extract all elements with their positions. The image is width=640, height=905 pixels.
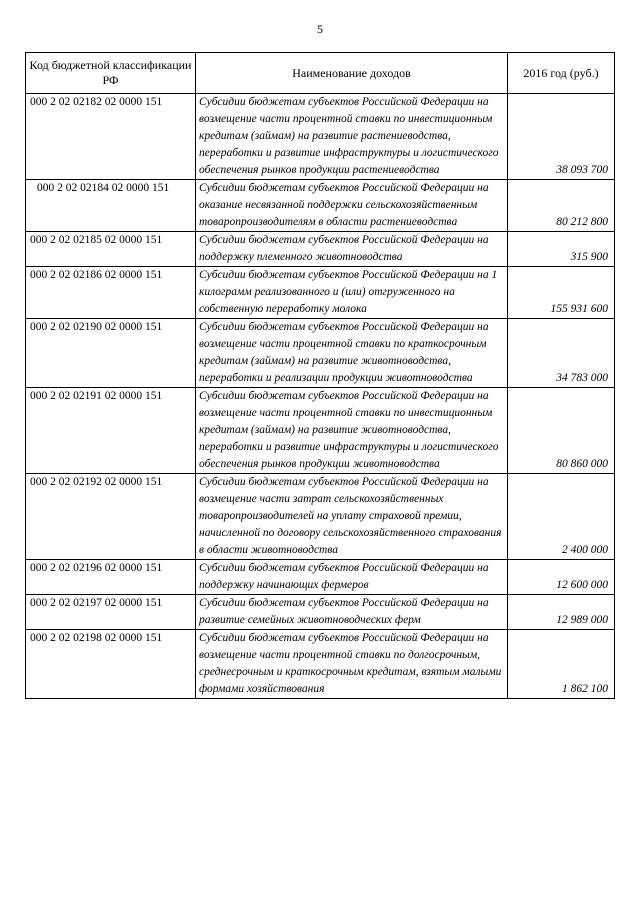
row-name: Субсидии бюджетам субъектов Российской Федерации на возмещение части процентной ставки по долгосрочным, среднесрочным и краткосрочным кредитам, взятым малыми формами хозяйствования xyxy=(196,630,508,699)
row-code: 000 2 02 02198 02 0000 151 xyxy=(26,630,196,699)
row-code: 000 2 02 02190 02 0000 151 xyxy=(26,319,196,388)
row-code: 000 2 02 02192 02 0000 151 xyxy=(26,474,196,560)
revenue-table xyxy=(25,52,615,699)
row-amount: 12 600 000 xyxy=(508,560,615,595)
row-name: Субсидии бюджетам субъектов Российской Федерации на поддержку начинающих фермеров xyxy=(196,560,508,595)
row-name: Субсидии бюджетам субъектов Российской Федерации на развитие семейных животноводческих ферм xyxy=(196,595,508,630)
row-code: 000 2 02 02185 02 0000 151 xyxy=(26,232,196,267)
row-name: Субсидии бюджетам субъектов Российской Федерации на возмещение части процентной ставки по краткосрочным кредитам (займам) на развитие животноводства, переработки и реализации продукции животноводства xyxy=(196,319,508,388)
table-row xyxy=(26,630,615,699)
table-row xyxy=(26,94,615,180)
row-amount: 155 931 600 xyxy=(508,267,615,319)
row-code: 000 2 02 02184 02 0000 151 xyxy=(26,180,196,232)
table-row xyxy=(26,267,615,319)
row-amount: 1 862 100 xyxy=(508,630,615,699)
table-row xyxy=(26,560,615,595)
row-name: Субсидии бюджетам субъектов Российской Федерации на возмещение части процентной ставки по инвестиционным кредитам (займам) на развитие животноводства, переработки и развитие инфраструктуры и логистического обеспечения рынков продукции животноводства xyxy=(196,388,508,474)
table-row xyxy=(26,595,615,630)
row-name: Субсидии бюджетам субъектов Российской Федерации на возмещение части процентной ставки по инвестиционным кредитам (займам) на развитие растениеводства, переработки и развитие инфраструктуры и логистического обеспечения рынков продукции растениеводства xyxy=(196,94,508,180)
table-row xyxy=(26,388,615,474)
table-row xyxy=(26,180,615,232)
table-row xyxy=(26,319,615,388)
row-code: 000 2 02 02182 02 0000 151 xyxy=(26,94,196,180)
row-code: 000 2 02 02186 02 0000 151 xyxy=(26,267,196,319)
row-amount: 38 093 700 xyxy=(508,94,615,180)
table-header-row xyxy=(26,53,615,94)
row-name: Субсидии бюджетам субъектов Российской Федерации на поддержку племенного животноводства xyxy=(196,232,508,267)
row-amount: 34 783 000 xyxy=(508,319,615,388)
row-amount: 12 989 000 xyxy=(508,595,615,630)
row-name: Субсидии бюджетам субъектов Российской Федерации на возмещение части затрат сельскохозяйственных товаропроизводителей на уплату страховой премии, начисленной по договору сельскохозяйственного страхования в области животноводства xyxy=(196,474,508,560)
header-code: Код бюджетной классификации РФ xyxy=(26,53,196,94)
row-name: Субсидии бюджетам субъектов Российской Федерации на 1 килограмм реализованного и (или) отгруженного на собственную переработку молока xyxy=(196,267,508,319)
row-code: 000 2 02 02191 02 0000 151 xyxy=(26,388,196,474)
row-code: 000 2 02 02197 02 0000 151 xyxy=(26,595,196,630)
row-amount: 2 400 000 xyxy=(508,474,615,560)
header-name: Наименование доходов xyxy=(196,53,508,94)
row-amount: 315 900 xyxy=(508,232,615,267)
row-name: Субсидии бюджетам субъектов Российской Федерации на оказание несвязанной поддержки сельскохозяйственным товаропроизводителям в области растениеводства xyxy=(196,180,508,232)
row-amount: 80 212 800 xyxy=(508,180,615,232)
table-row xyxy=(26,232,615,267)
row-amount: 80 860 000 xyxy=(508,388,615,474)
page-number: 5 xyxy=(317,22,323,36)
table-row xyxy=(26,474,615,560)
header-amount: 2016 год (руб.) xyxy=(508,53,615,94)
row-code: 000 2 02 02196 02 0000 151 xyxy=(26,560,196,595)
